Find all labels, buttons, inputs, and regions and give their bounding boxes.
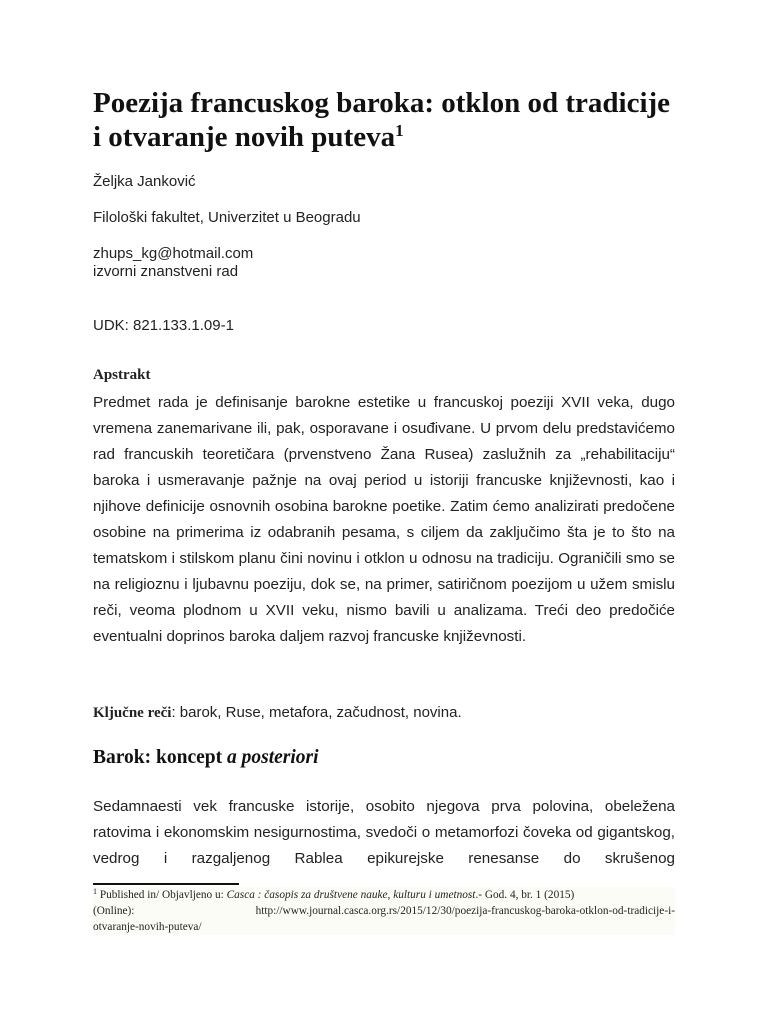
footnote-details: .- God. 4, br. 1 (2015): [475, 889, 575, 901]
footnote: [93, 887, 675, 935]
footnote-url-part1[interactable]: http://www.journal.casca.org.rs/2015/12/30/poezija-francuskog-baroka-otklon-od-tradicije-i-: [255, 905, 675, 917]
footnote-separator: [93, 883, 239, 885]
section-heading-italic: a posteriori: [227, 747, 319, 768]
footnote-line-1: [93, 887, 675, 903]
footnote-journal: Casca : časopis za društvene nauke, kulturu i umetnost: [226, 889, 476, 901]
keywords-values: : barok, Ruse, metafora, začudnost, novina.: [171, 704, 462, 721]
footnote-online-label: (Online):: [93, 905, 135, 917]
footnote-line-3: [93, 919, 675, 935]
abstract-body: Predmet rada je definisanje barokne estetike u francuskoj poeziji XVII veka, dugo vremena zanemarivane ili, pak, osporavane i osuđivane. U prvom delu predstavićemo rad francuskih teoretičara (prvenstveno Žana Rusea) zaslužnih za „rehabilitaciju“ baroka i usmeravanje pažnje na ovaj period u istoriji francuske književnosti, kao i njihove definicije osnovnih osobina barokne poetike. Zatim ćemo analizirati predočene osobine na primerima iz odabranih pesama, s ciljem da zaključimo šta je to što na tematskom i stilskom planu čini novinu i otklon u odnosu na tradiciju. Ograničili smo se na religioznu i ljubavnu poeziju, dok se, na primer, satiričnom poezijom u užem smislu reči, veoma plodnom u XVII veku, nismo bavili u analizama. Treći deo predočiće eventualni doprinos baroka daljem razvoj francuske književnosti.: [93, 394, 675, 645]
abstract-heading: Apstrakt: [93, 367, 151, 383]
author-affiliation: Filološki fakultet, Univerzitet u Beogradu: [93, 209, 361, 226]
article-type: izvorni znanstveni rad: [93, 263, 239, 280]
keywords-line: [93, 704, 675, 722]
title-footnote-mark[interactable]: 1: [395, 121, 404, 140]
section-body: Sedamnaesti vek francuske istorije, osobito njegova prva polovina, obeležena ratovima i ekonomskim nesigurnostima, svedoči o metamorfozi čoveka od gigantskog, vedrog i razgaljenog Rablea epikurejske renesanse do skrušenog: [93, 798, 675, 867]
article-title: [93, 86, 675, 154]
article-title-text: Poezija francuskog baroka: otklon od tradicije i otvaranje novih puteva: [93, 87, 671, 153]
footnote-line-2: [93, 903, 675, 919]
udk-code: UDK: 821.133.1.09-1: [93, 317, 234, 334]
footnote-mark: 1: [93, 887, 97, 896]
footnote-url-part2[interactable]: otvaranje-novih-puteva/: [93, 921, 202, 933]
keywords-label: Ključne reči: [93, 705, 172, 721]
section-heading: [93, 747, 319, 769]
footnote-prefix: Published in/ Objavljeno u:: [97, 889, 227, 901]
section-heading-text: Barok: koncept: [93, 747, 227, 768]
author-email[interactable]: zhups_kg@hotmail.com: [93, 245, 254, 262]
author-name: Željka Janković: [93, 173, 196, 190]
